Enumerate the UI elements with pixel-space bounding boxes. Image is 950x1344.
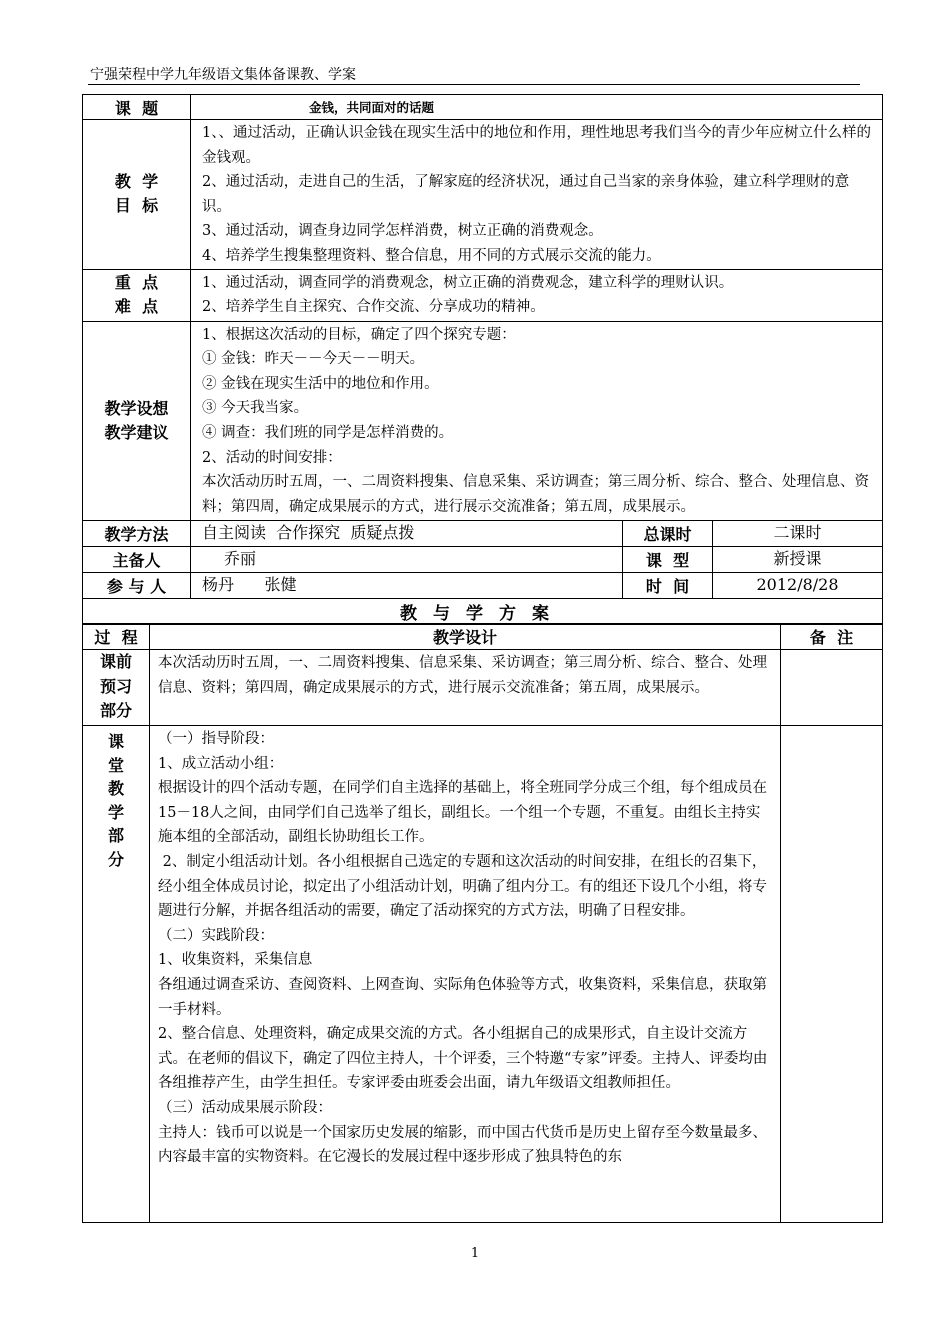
- time-value: 2012/8/28: [713, 572, 883, 598]
- preparer-value: 乔丽: [191, 546, 623, 572]
- lesson-type-label: 课 型: [623, 546, 713, 572]
- class-paragraph: （二）实践阶段：: [158, 927, 274, 944]
- method-label: 教学方法: [83, 520, 191, 546]
- header-rule: [88, 84, 860, 85]
- total-hours-label: 总课时: [623, 520, 713, 546]
- design-item: 2、活动的时间安排：: [202, 449, 342, 466]
- topic-label: 课 题: [83, 95, 191, 120]
- time-label: 时 间: [623, 572, 713, 598]
- page-header: 宁强荣程中学九年级语文集体备课教、学案: [90, 67, 356, 83]
- key-point-item: 1、通过活动，调查同学的消费观念，树立正确的消费观念，建立科学的理财认识。: [202, 274, 734, 291]
- preview-section-label: 课前 预习 部分: [83, 650, 150, 726]
- class-paragraph: 1、收集资料，采集信息: [158, 952, 313, 969]
- total-hours-value: 二课时: [713, 520, 883, 546]
- class-paragraph: 根据设计的四个活动专题，在同学们自主选择的基础上，将全班同学分成三个组，每个组成员在15－18人之间，由同学们自己选举了组长，副组长。一个组一个专题，不重复。由组长主持实施本组的全部活动，副组长协助组长工作。: [158, 780, 767, 846]
- design-column-header: 教学设计: [150, 624, 781, 650]
- class-paragraph: 1、成立活动小组：: [158, 755, 284, 772]
- class-paragraph: 2、制定小组活动计划。各小组根据自己选定的专题和这次活动的时间安排，在组长的召集下，经小组全体成员讨论，拟定出了小组活动计划，明确了组内分工。有的组还下设几个小组，将专题进行分解，并据各组活动的需要，确定了活动探究的方式方法，明确了日程安排。: [158, 853, 767, 920]
- design-item: ① 金钱：昨天－－今天－－明天。: [202, 351, 425, 368]
- class-paragraph: （三）活动成果展示阶段：: [158, 1099, 332, 1116]
- page-number: 1: [470, 1246, 480, 1261]
- goal-item: 1、、通过活动，正确认识金钱在现实生活中的地位和作用，理性地思考我们当今的青少年应树立什么样的金钱观。: [202, 125, 871, 166]
- participants-label: 参 与 人: [83, 572, 191, 598]
- preview-notes: [781, 650, 883, 726]
- key-points-label: 重 点 难 点: [83, 269, 191, 321]
- preparer-label: 主备人: [83, 546, 191, 572]
- goal-item: 4、培养学生搜集整理资料、整合信息，用不同的方式展示交流的能力。: [202, 247, 661, 264]
- design-item: ② 金钱在现实生活中的地位和作用。: [202, 375, 439, 392]
- teaching-goals: [191, 120, 883, 270]
- class-content: [150, 726, 781, 1223]
- teaching-plan-table: [82, 623, 883, 1223]
- key-point-item: 2、培养学生自主探究、合作交流、分享成功的精神。: [202, 299, 545, 316]
- preview-content: 本次活动历时五周，一、二周资料搜集、信息采集、采访调查；第三周分析、综合、整合、处理信息、资料；第四周，确定成果展示的方式，进行展示交流准备；第五周，成果展示。: [150, 650, 781, 726]
- goal-item: 2、通过活动，走进自己的生活，了解家庭的经济状况，通过自己当家的亲身体验，建立科学理财的意识。: [202, 174, 850, 215]
- lesson-info-table: [82, 94, 883, 625]
- goal-item: 3、通过活动，调查身边同学怎样消费，树立正确的消费观念。: [202, 223, 603, 240]
- plan-banner: 教与学方案: [83, 598, 883, 624]
- design-item: ④ 调查：我们班的同学是怎样消费的。: [202, 424, 454, 441]
- notes-column-header: 备 注: [781, 624, 883, 650]
- teaching-design: [191, 321, 883, 520]
- design-item: ③ 今天我当家。: [202, 400, 309, 417]
- class-section-label: 课 堂 教 学 部 分: [83, 726, 150, 1223]
- key-points: [191, 269, 883, 321]
- lesson-type-value: 新授课: [713, 546, 883, 572]
- method-value: 自主阅读 合作探究 质疑点拨: [191, 520, 623, 546]
- design-item: 1、根据这次活动的目标，确定了四个探究专题：: [202, 326, 516, 343]
- goals-label: 教 学 目 标: [83, 120, 191, 270]
- design-item: 本次活动历时五周，一、二周资料搜集、信息采集、采访调查；第三周分析、综合、整合、处理信息、资料；第四周，确定成果展示的方式，进行展示交流准备；第五周，成果展示。: [202, 474, 869, 515]
- class-paragraph: 主持人：钱币可以说是一个国家历史发展的缩影，而中国古代货币是历史上留存至今数量最多、内容最丰富的实物资料。在它漫长的发展过程中逐步形成了独具特色的东: [158, 1124, 767, 1166]
- process-column-header: 过 程: [83, 624, 150, 650]
- design-label: 教学设想 教学建议: [83, 321, 191, 520]
- participants-value: 杨丹 张健: [191, 572, 623, 598]
- class-paragraph: 各组通过调查采访、查阅资料、上网查询、实际角色体验等方式，收集资料，采集信息，获取第一手材料。: [158, 976, 767, 1018]
- class-paragraph: 2、整合信息、处理资料，确定成果交流的方式。各小组据自己的成果形式，自主设计交流方式。在老师的倡议下，确定了四位主持人，十个评委，三个特邀“专家”评委。主持人、评委均由各组推荐产生，由学生担任。专家评委由班委会出面，请九年级语文组教师担任。: [158, 1026, 768, 1092]
- class-paragraph: （一）指导阶段：: [158, 731, 274, 747]
- topic-value: 金钱，共同面对的话题: [191, 95, 883, 120]
- class-notes: [781, 726, 883, 1223]
